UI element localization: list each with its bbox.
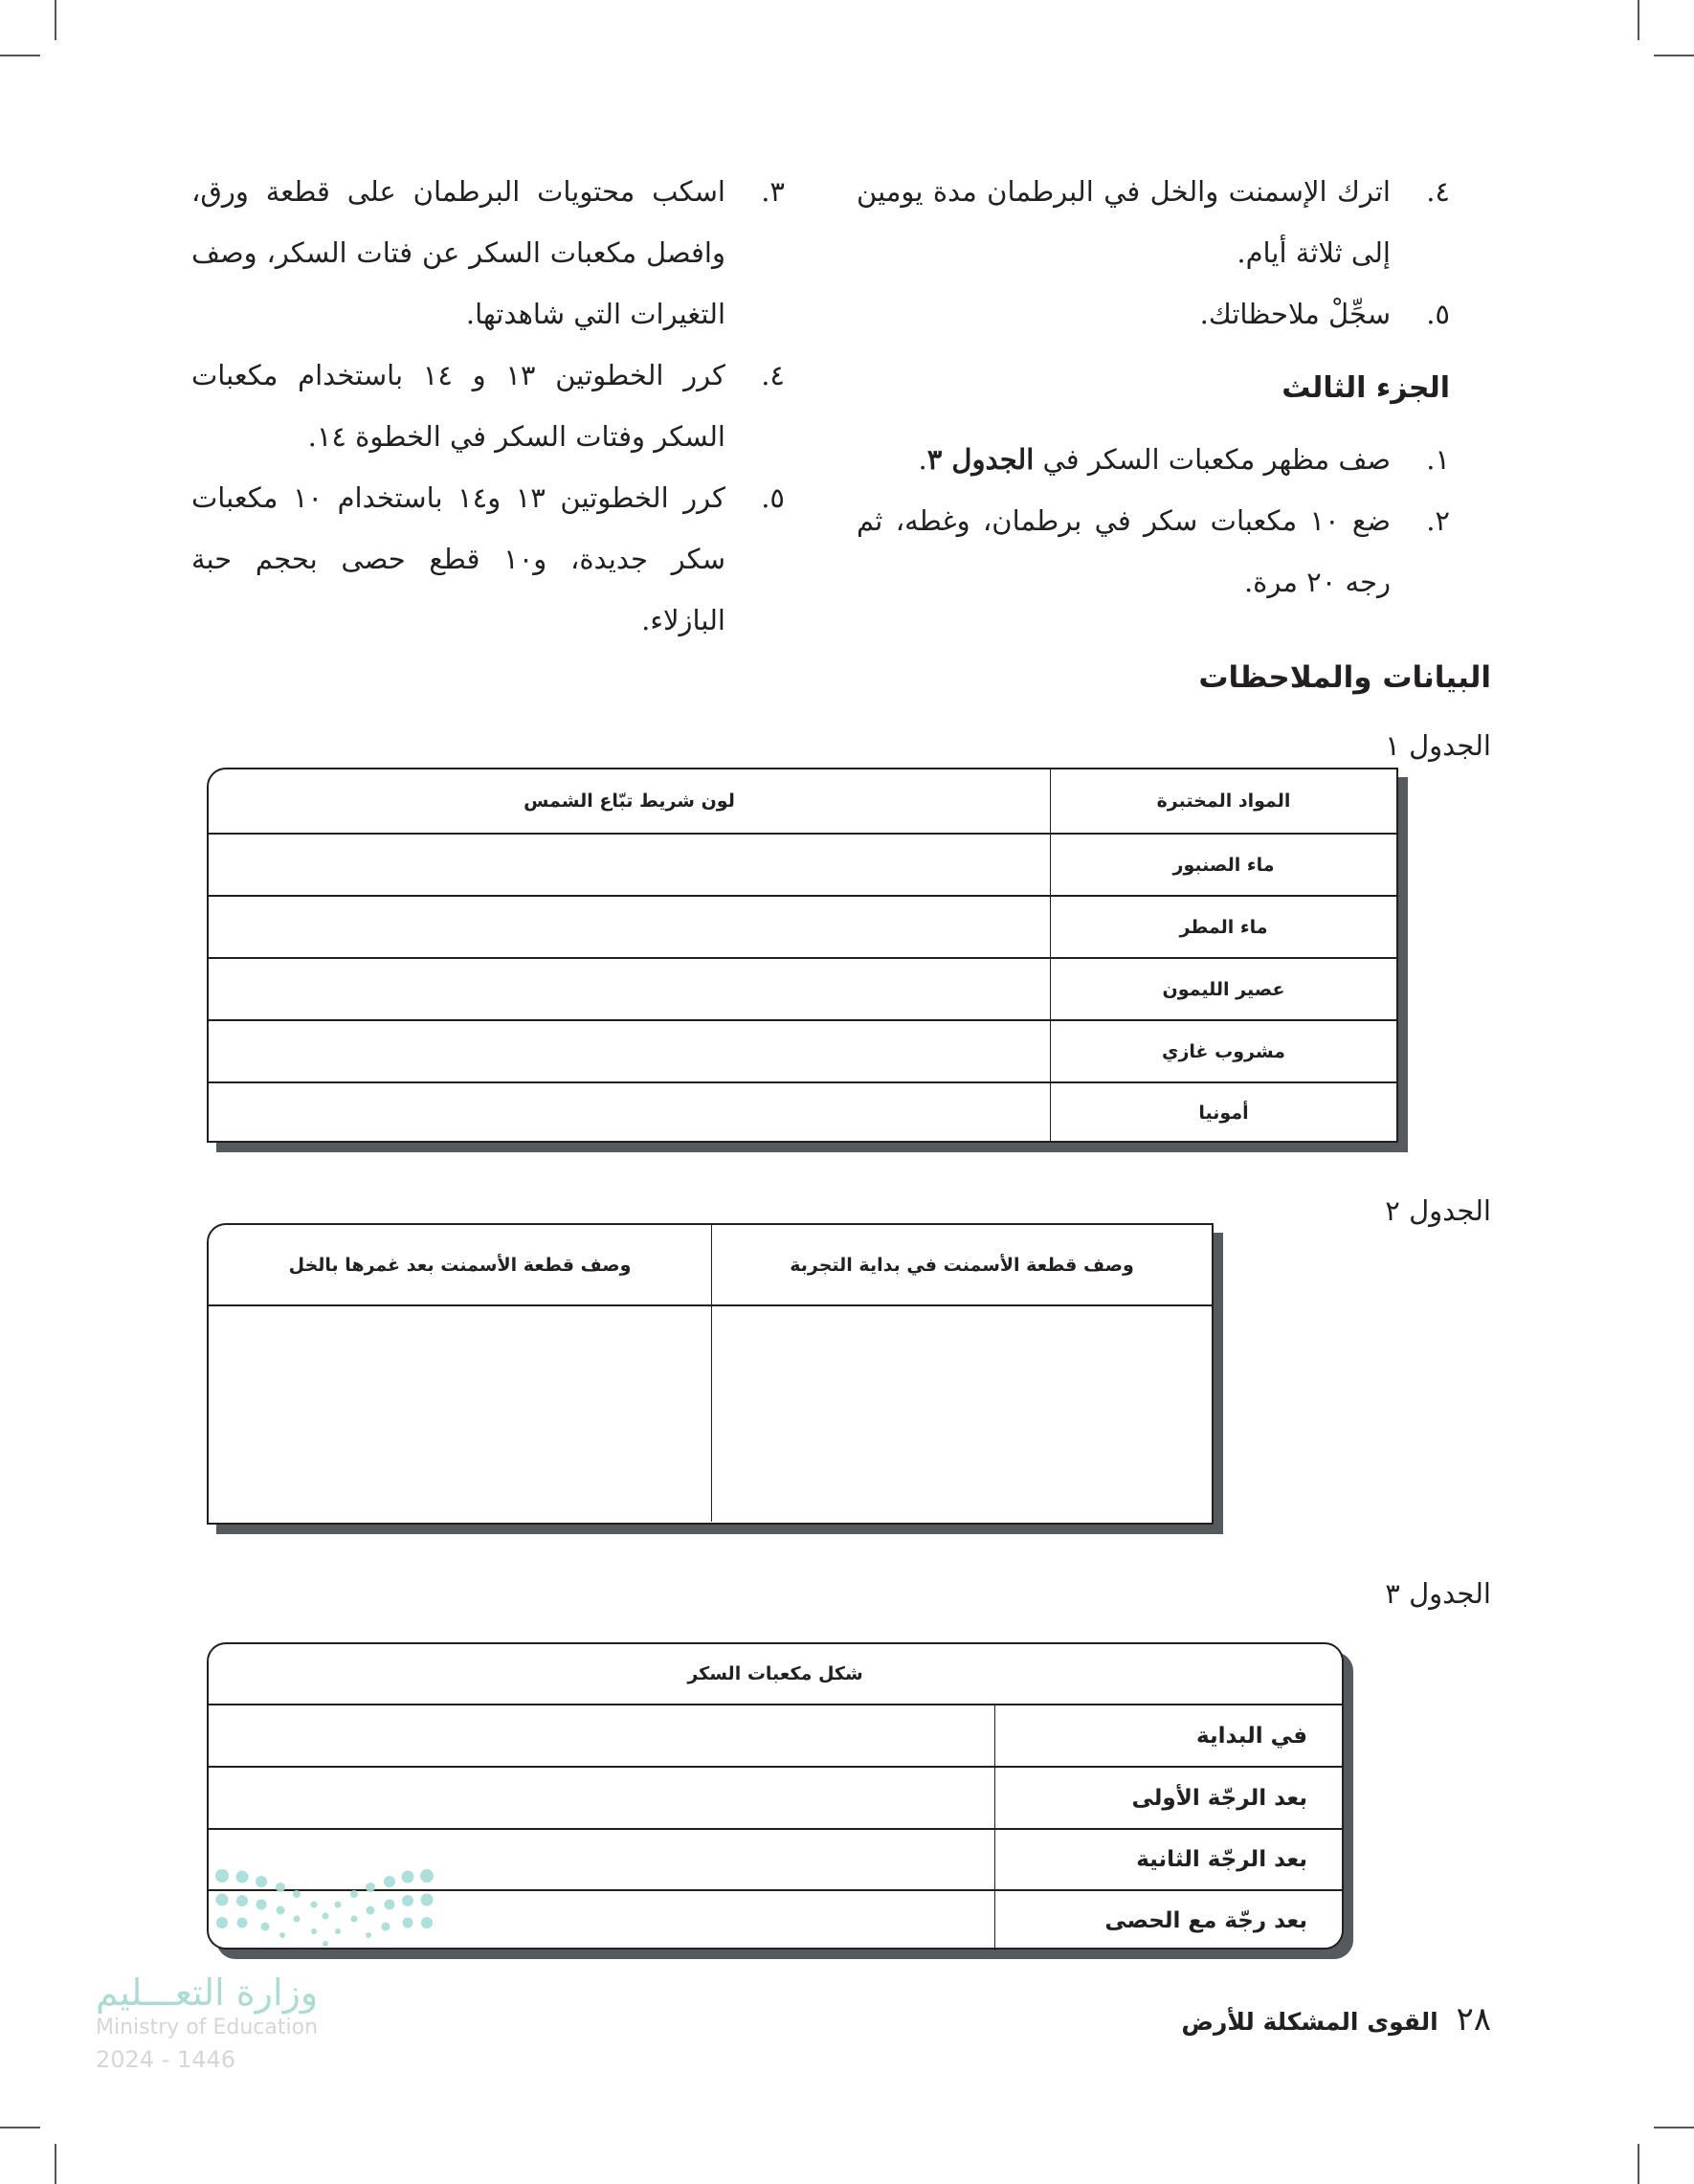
answer-cell[interactable] [209, 1021, 1050, 1081]
step-item [191, 345, 785, 467]
answer-cell[interactable] [209, 1306, 711, 1522]
step-text-end: . [918, 443, 927, 476]
right-column [857, 161, 1450, 613]
stage-cell: بعد رجّة مع الحصى [994, 1891, 1342, 1950]
crop-mark [55, 2144, 56, 2184]
step-text-plain: صف مظهر مكعبات السكر في [1042, 443, 1391, 476]
stage-cell: بعد الرجّة الأولى [994, 1768, 1342, 1828]
ministry-watermark [96, 1972, 330, 2077]
crop-mark [1654, 2127, 1694, 2128]
step-text: كرر الخطوتين ١٣ و ١٤ باستخدام مكعبات السكر وفتات السكر في الخطوة ١٤. [191, 359, 725, 453]
table-header-cell: شكل مكعبات السكر [687, 1663, 863, 1684]
ministry-dots-logo-icon [211, 1868, 450, 1954]
step-number: ٥. [1426, 298, 1450, 330]
material-cell: أمونيا [1050, 1083, 1396, 1143]
step-item [857, 283, 1450, 345]
stage-cell: بعد الرجّة الثانية [994, 1830, 1342, 1889]
answer-cell[interactable] [209, 959, 1050, 1019]
step-item [857, 161, 1450, 283]
answer-cell[interactable] [209, 835, 1050, 895]
table2-label: الجدول ٢ [1385, 1194, 1491, 1227]
table-reference: الجدول ٣ [926, 443, 1035, 476]
table-row [209, 897, 1396, 959]
crop-mark [1638, 2144, 1639, 2184]
crop-mark [55, 0, 56, 40]
page-footer [1181, 2000, 1491, 2039]
table-header-cell: وصف قطعة الأسمنت بعد غمرها بالخل [288, 1254, 632, 1276]
step-number: ٣. [761, 175, 785, 208]
step-text: سجِّلْ ملاحظاتك. [1199, 298, 1391, 330]
step-number: ٤. [1426, 175, 1450, 208]
answer-cell[interactable] [209, 1768, 994, 1828]
table-row [209, 959, 1396, 1021]
ministry-name-english: Ministry of Education [96, 2016, 319, 2039]
table3-label: الجدول ٣ [1385, 1577, 1491, 1610]
table-row [209, 1083, 1396, 1143]
crop-mark [1638, 0, 1639, 40]
answer-cell[interactable] [711, 1306, 1212, 1522]
data-section-title: البيانات والملاحظات [1198, 660, 1491, 695]
answer-cell[interactable] [209, 1083, 1050, 1143]
material-cell: ماء المطر [1050, 897, 1396, 957]
table-header-cell: وصف قطعة الأسمنت في بداية التجربة [711, 1225, 1212, 1304]
table-header-cell: المواد المختبرة [1050, 769, 1396, 833]
material-cell: مشروب غازي [1050, 1021, 1396, 1081]
table1 [207, 768, 1398, 1143]
table-header-row [209, 769, 1396, 835]
table2 [207, 1223, 1214, 1525]
ministry-name-arabic: وزارة التعـــليم [96, 1972, 319, 2014]
table-header-row [209, 1644, 1342, 1705]
step-item [857, 490, 1450, 613]
unit-title: القوى المشكلة للأرض [1181, 2008, 1438, 2036]
crop-mark [1654, 55, 1694, 56]
step-number: ١. [1426, 443, 1450, 476]
table-row [209, 1768, 1342, 1830]
step-text: اترك الإسمنت والخل في البرطمان مدة يومين إلى ثلاثة أيام. [857, 175, 1391, 269]
material-cell: عصير الليمون [1050, 959, 1396, 1019]
answer-cell[interactable] [209, 1705, 994, 1766]
step-item [857, 429, 1450, 490]
step-text: اسكب محتويات البرطمان على قطعة ورق، وافصل مكعبات السكر عن فتات السكر، وصف التغيرات التي شاهدتها. [191, 175, 725, 330]
stage-cell: في البداية [994, 1705, 1342, 1766]
table-row [209, 1021, 1396, 1083]
table-row [209, 835, 1396, 897]
step-item [191, 467, 785, 651]
crop-mark [0, 55, 40, 56]
step-number: ٥. [761, 481, 785, 514]
table-header-row [209, 1225, 1212, 1306]
table-row [209, 1306, 1212, 1522]
material-cell: ماء الصنبور [1050, 835, 1396, 895]
edition-year: 2024 - 1446 [96, 2046, 236, 2073]
step-text: كرر الخطوتين ١٣ و١٤ باستخدام ١٠ مكعبات سكر جديدة، و١٠ قطع حصى بحجم حبة البازلاء. [191, 481, 725, 636]
crop-mark [0, 2127, 40, 2128]
step-item [191, 161, 785, 345]
table1-label: الجدول ١ [1385, 729, 1491, 762]
answer-cell[interactable] [209, 897, 1050, 957]
table-row [209, 1705, 1342, 1768]
step-text [857, 429, 1391, 490]
part3-heading: الجزء الثالث [1282, 371, 1450, 405]
page-number: ٢٨ [1456, 2000, 1491, 2039]
step-number: ٤. [761, 359, 785, 391]
step-number: ٢. [1426, 504, 1450, 537]
left-column [191, 161, 785, 651]
table-header-cell: لون شريط تبّاع الشمس [524, 791, 735, 812]
step-text: ضع ١٠ مكعبات سكر في برطمان، وغطه، ثم رجه ٢٠ مرة. [857, 504, 1391, 598]
